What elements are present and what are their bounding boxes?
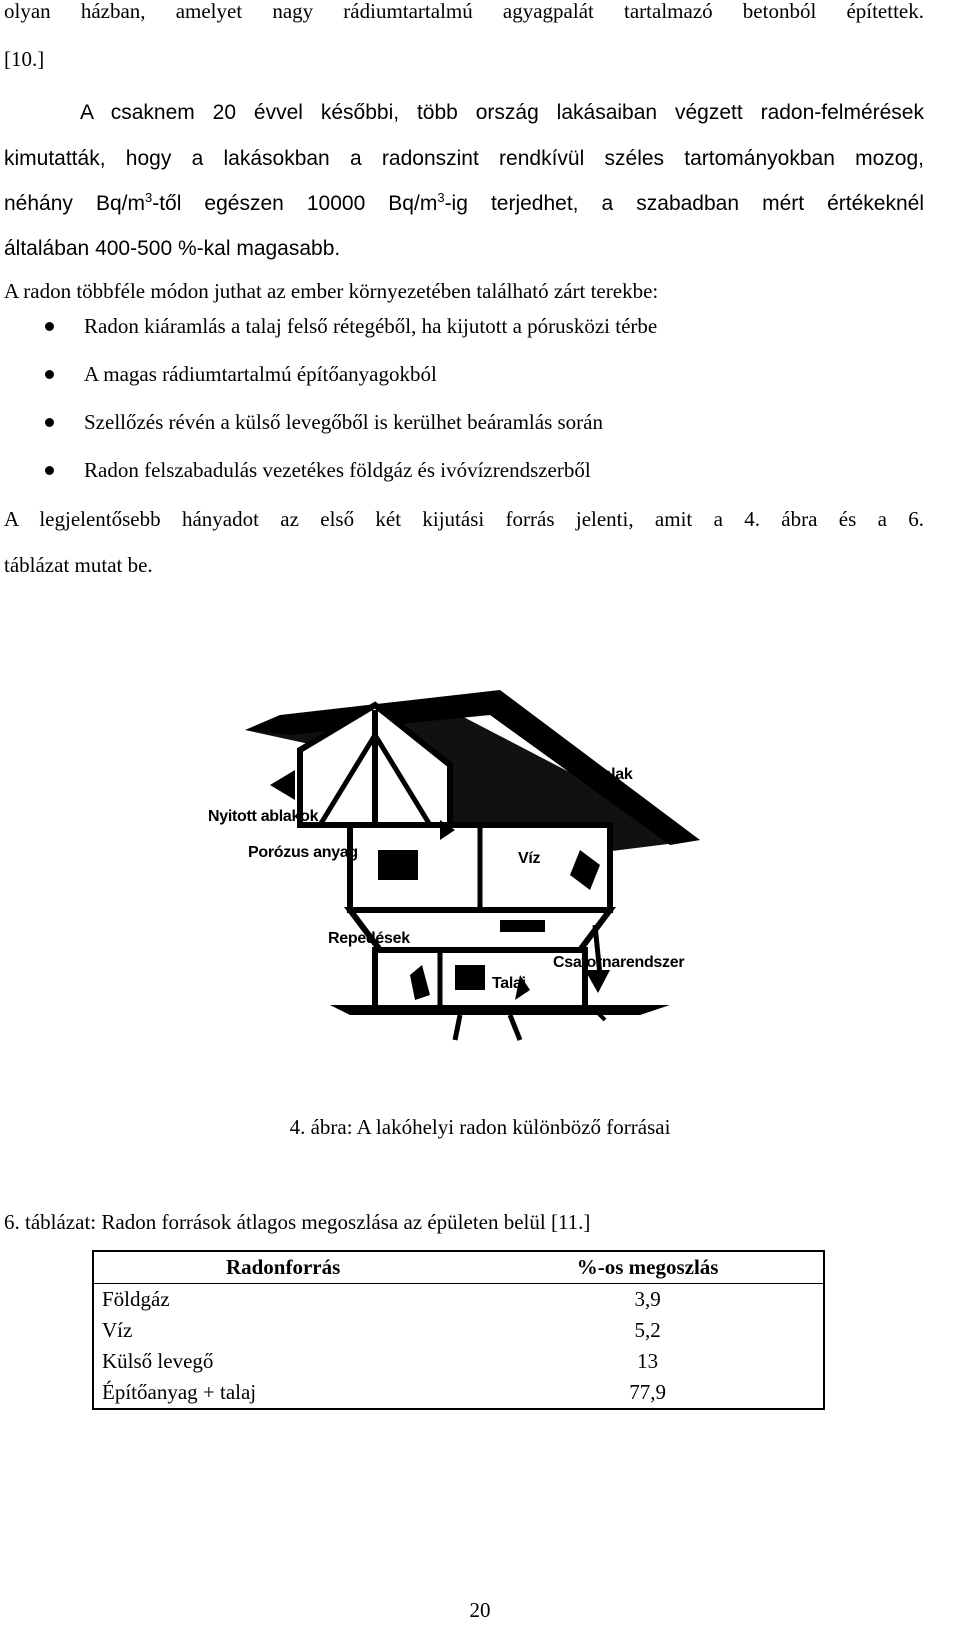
page-number: 20 bbox=[469, 1598, 491, 1622]
paragraph-survey-line4: általában 400-500 %-kal magasabb. bbox=[4, 237, 341, 260]
label-porous-material: Porózus anyag bbox=[248, 844, 358, 861]
radon-sources-table bbox=[92, 1250, 825, 1410]
list-item: Radon kiáramlás a talaj felső rétegéből, ha kijutott a pórusközi térbe bbox=[4, 302, 904, 350]
label-cracks: Repedések bbox=[328, 930, 410, 947]
table-cell: Földgáz bbox=[102, 1287, 170, 1311]
table-cell: 5,2 bbox=[634, 1318, 661, 1342]
radon-sources-house-illustration bbox=[200, 675, 740, 1045]
column-header: %-os megoszlás bbox=[472, 1251, 824, 1284]
table-row bbox=[93, 1284, 824, 1316]
paragraph-intro-line2: [10.] bbox=[4, 47, 45, 71]
table-cell: Víz bbox=[102, 1318, 133, 1342]
figure-caption: 4. ábra: A lakóhelyi radon különböző forrásai bbox=[289, 1115, 671, 1139]
table-row bbox=[93, 1377, 824, 1409]
label-soil: Talaj bbox=[492, 975, 526, 992]
list-item: Szellőzés révén a külső levegőből is kerülhet beáramlás során bbox=[4, 398, 904, 446]
paragraph-survey-line3: néhány $Bq/m^3$-től egészen 10000 $Bq/m^3-ig$ terjedhet, a szabadban mért értékeknél bbox=[4, 190, 925, 215]
table-cell: 3,9 bbox=[634, 1287, 661, 1311]
table-cell: Építőanyag + talaj bbox=[102, 1380, 257, 1404]
label-walls: Falak bbox=[593, 766, 633, 783]
paragraph-conclusion-line1: A legjelentősebb hányadot az első két kijutási forrás jelenti, amit a 4. ábra és a 6. bbox=[4, 507, 924, 531]
paragraph-survey-line1: A csaknem 20 évvel későbbi, több ország lakásaiban végzett radon-felmérések bbox=[80, 101, 924, 124]
list-item: A magas rádiumtartalmú építőanyagokból bbox=[4, 350, 904, 398]
table-cell: 13 bbox=[637, 1349, 659, 1373]
table-header-row bbox=[93, 1251, 824, 1284]
label-sewer: Csatornarendszer bbox=[553, 954, 685, 971]
paragraph-survey-line2: kimutatták, hogy a lakásokban a radonszint rendkívül széles tartományokban mozog, bbox=[4, 147, 924, 170]
paragraph-intro-line1: olyan házban, amelyet nagy rádiumtartalmú agyagpalát tartalmazó betonból építettek. bbox=[4, 0, 924, 23]
list-item: Radon felszabadulás vezetékes földgáz és ivóvízrendszerből bbox=[4, 446, 904, 494]
paragraph-ways-intro: A radon többféle módon juthat az ember környezetében található zárt terekbe: bbox=[4, 279, 659, 303]
paragraph-conclusion-line2: táblázat mutat be. bbox=[4, 553, 153, 577]
label-open-windows: Nyitott ablakok bbox=[208, 808, 319, 825]
table-row bbox=[93, 1315, 824, 1346]
label-water: Víz bbox=[518, 850, 541, 867]
table-caption: 6. táblázat: Radon források átlagos megoszlása az épületen belül [11.] bbox=[4, 1210, 591, 1234]
table-cell: 77,9 bbox=[629, 1380, 666, 1404]
house-drawing bbox=[245, 690, 700, 1040]
table-row bbox=[93, 1346, 824, 1377]
column-header: Radonforrás bbox=[93, 1251, 472, 1284]
radon-entry-list bbox=[4, 302, 904, 494]
table-cell: Külső levegő bbox=[102, 1349, 214, 1373]
